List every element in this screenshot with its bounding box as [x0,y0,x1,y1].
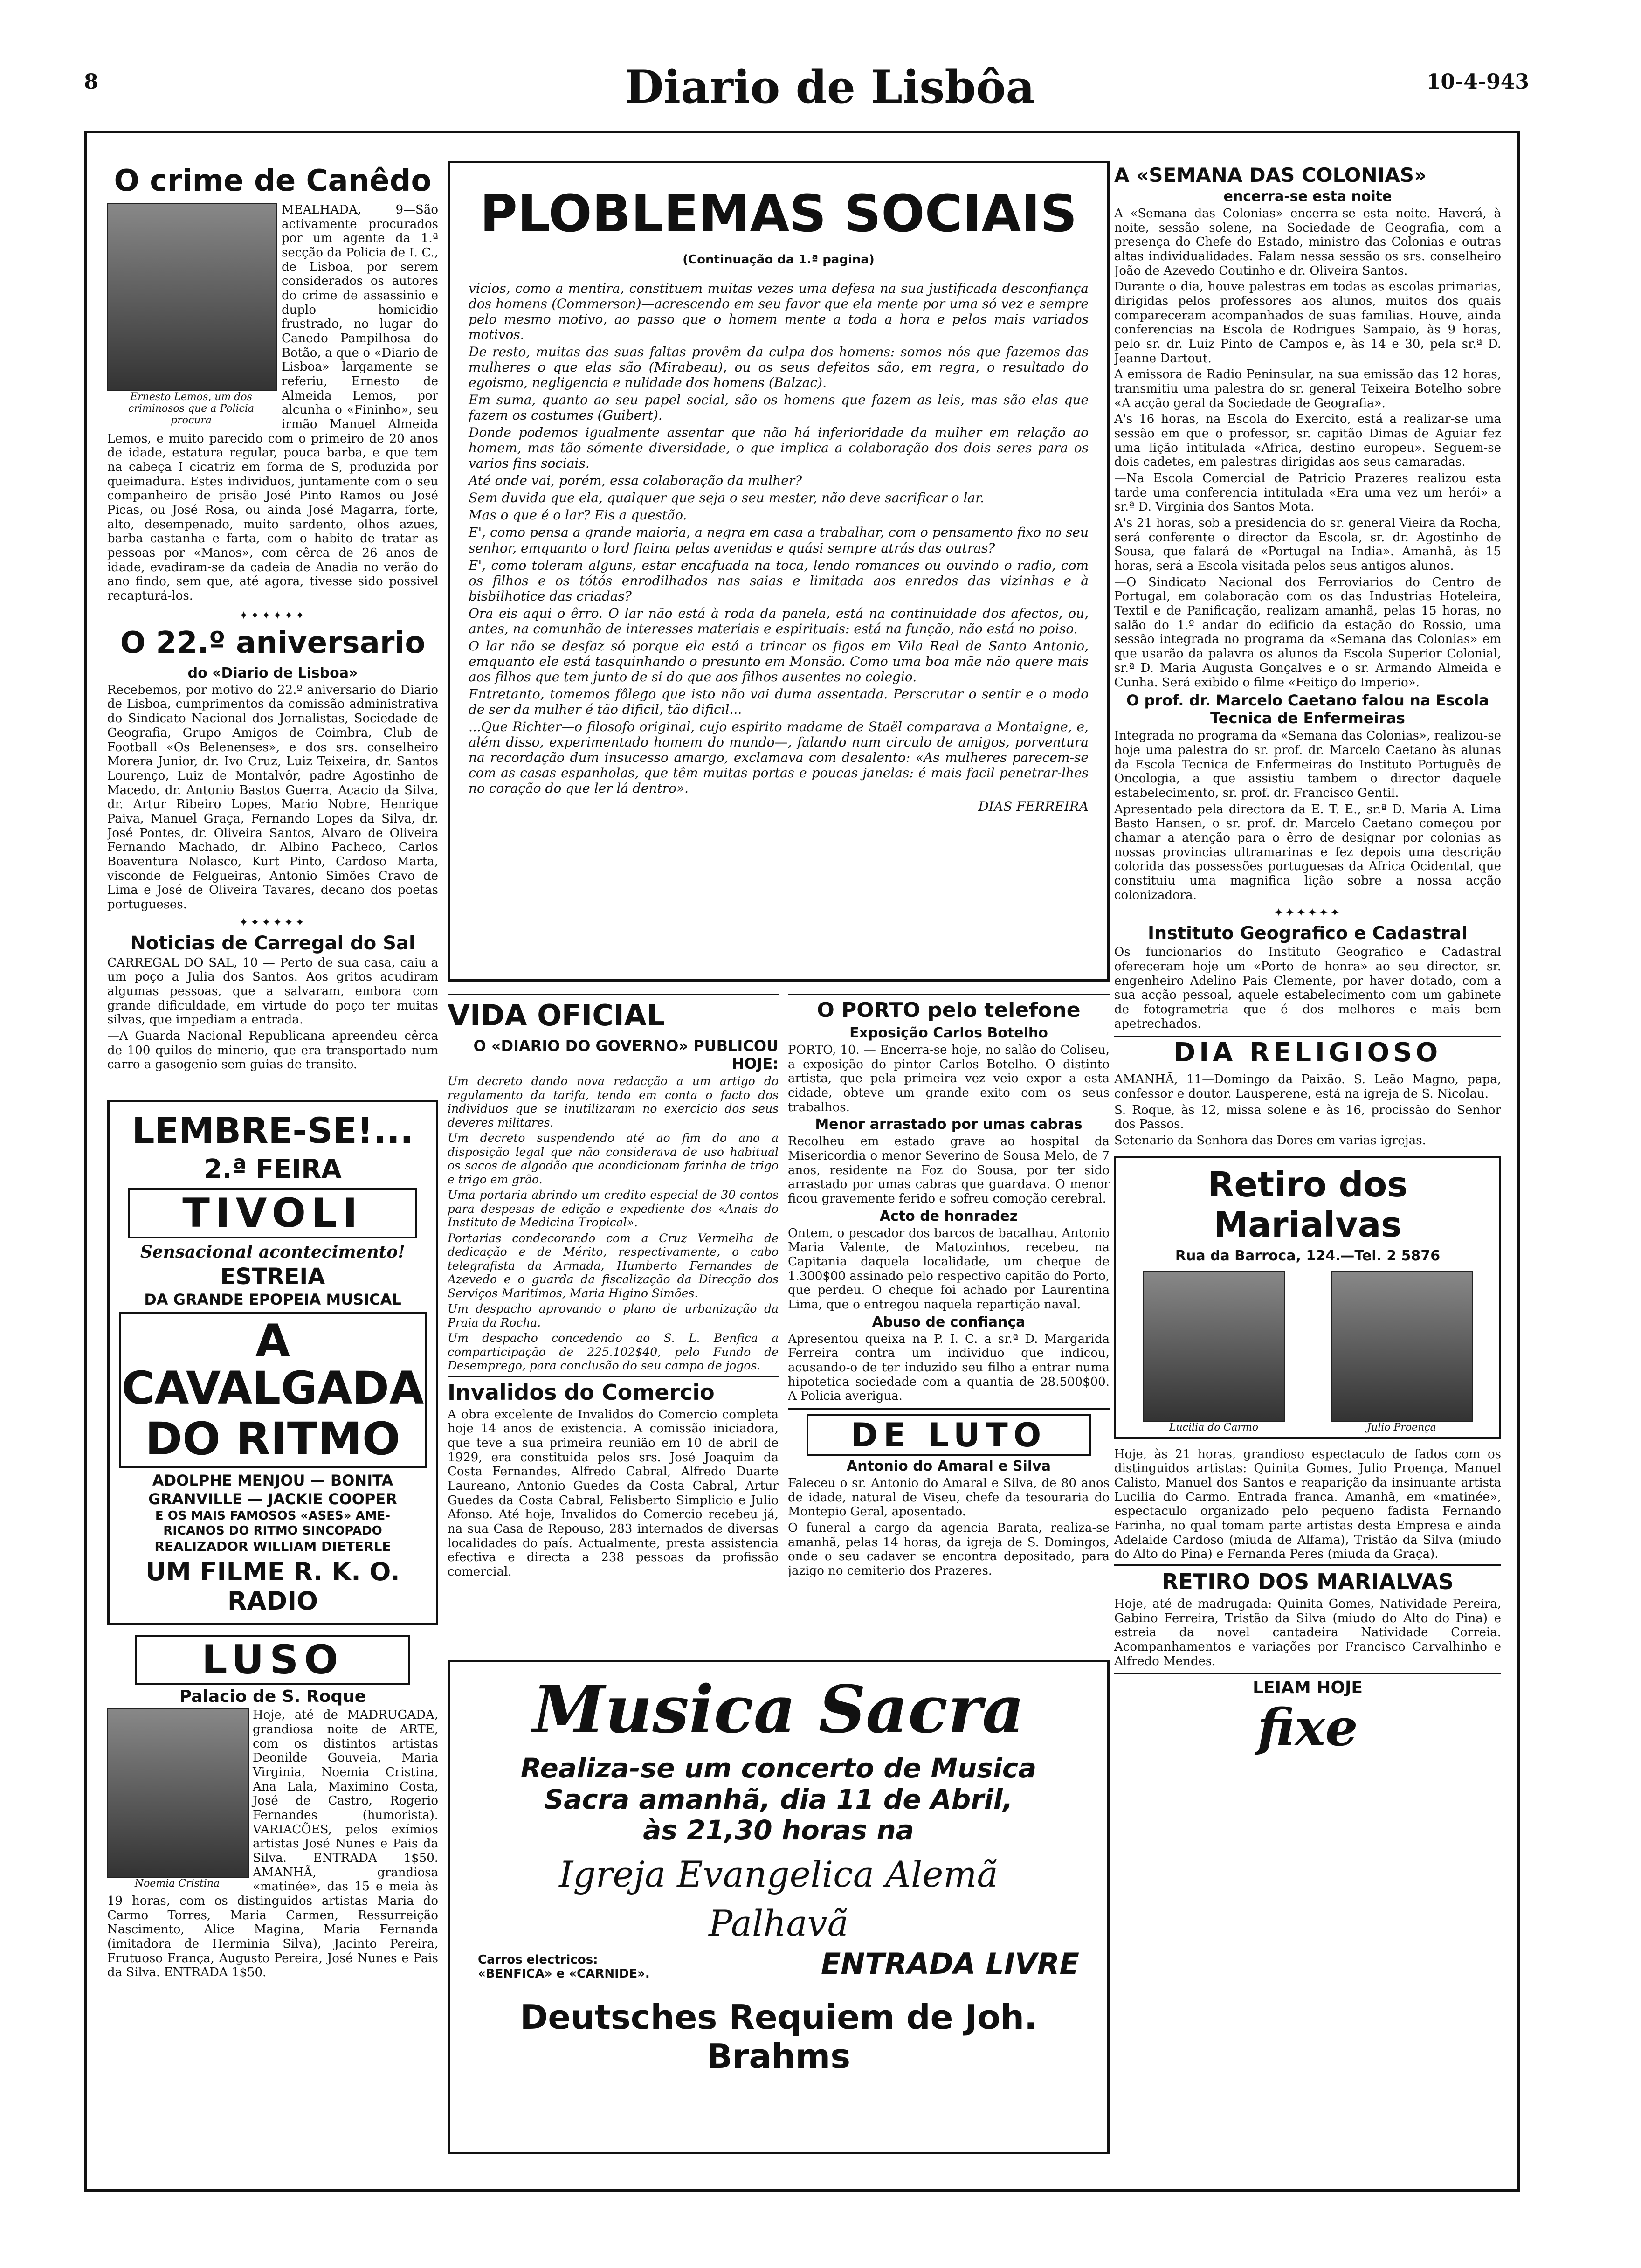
invalidos-body: A obra excelente de Invalidos do Comercio completa hoje 14 anos de existencia. A comissão iniciadora, que teve a sua primeira reunião em 10 de abril de 1929, era constituida pelos srs. José Joaquim da Costa Fernandes, Alfredo Cabral, Alfredo Duarte Laureano, Antonio Guedes da Costa Cabral, Artur Guedes da Costa Cabral, Felisberto Simplicio e Julio Afonso. Até hoje, Invalidos do Comercio recebeu já, na sua Casa de Repouso, 283 internados de diversas localidades do país. Actualmente, presta assistencia efectiva e directa a 238 pessoas da profissão comercial. [448,1407,779,1579]
separator: ✦✦✦✦✦✦ [239,915,307,929]
musica-line-3: às 21,30 horas na [643,1814,914,1846]
porto-honradez-title: Acto de honradez [879,1208,1018,1224]
crime-photo-block [107,203,275,426]
luso-photo-caption: Noemia Cristina [134,1878,220,1890]
luso-title: LUSO [135,1635,410,1685]
religioso-body-3: Setenario da Senhora das Dores em varias igrejas. [1114,1133,1426,1148]
religioso-body-1: AMANHÃ, 11—Domingo da Paixão. S. Leão Magno, papa, confessor e doutor. Lausperene, está na igreja de S. Nicolau. [1114,1072,1501,1101]
vida-oficial-item: Um despacho concedendo ao S. L. Benfica a comparticipação de 225.102$40, pelo Fundo de Desemprego, para conclusão do seu campo de jogos. [448,1331,779,1372]
crime-photo-caption: Ernesto Lemos, um dos criminosos que a Policia procura [128,391,255,426]
vida-oficial-item: Um decreto dando nova redacção a um artigo do regulamento da tarifa, tendo em conta o facto dos individuos que se inutilizaram no exercicio dos seus deveres militares. [448,1074,779,1129]
lucilia-photo-block [1143,1271,1285,1433]
masthead [0,0,1641,126]
religioso-title: DIA RELIGIOSO [1114,1036,1501,1068]
semana-paragraph: A emissora de Radio Peninsular, na sua emissão das 12 horas, transmitiu uma palestra do sr. general Teixeira Botelho sobre «A acção geral da Sociedade de Geografia». [1114,367,1501,410]
left-column [107,161,438,2166]
semana-paragraph: Durante o dia, houve palestras em todas as escolas primarias, dirigidas pelos professores aos alunos, muitos dos quais compareceram acompanhados de suas familias. Houve, ainda conferencias na Escola de Rodrigues Sampaio, às 9 horas, pelo sr. dr. Luiz Pinto de Campos e, às 14 e 30, pela sr.ª D. Jeanne Dartout. [1114,280,1501,366]
porto-column [788,991,1110,1648]
separator: ✦✦✦✦✦✦ [239,608,307,622]
retiro2-title: RETIRO DOS MARIALVAS [1114,1564,1501,1594]
tivoli-film-title-2: DO RITMO [145,1412,400,1465]
vida-oficial-item: Uma portaria abrindo um credito especial de 30 contos para despesas de edição e expediente dos «Anais do Instituto de Medicina Tropical». [448,1188,779,1229]
noemia-photo [107,1708,249,1878]
musica-line-1: Realiza-se um concerto de Musica [520,1752,1037,1784]
porto-title: O PORTO pelo telefone [788,994,1110,1022]
tivoli-director: REALIZADOR WILLIAM DIETERLE [154,1539,391,1555]
porto-honradez-body: Ontem, o pescador dos barcos de bacalhau, Antonio Maria Valente, de Matozinhos, recebeu, na Capitania daquela localidade, um cheque de 1.300$00 assinado pelo respectivo capitão do Porto, que perdeu. O cheque foi achado por Laurentina Lima, que o entregou naquela repartição naval. [788,1226,1110,1312]
luto-body-2: O funeral a cargo da agencia Barata, realiza-se amanhã, pelas 14 horas, da igreja de S. Domingos, onde o seu cadaver se encontra depositado, para jazigo no cemiterio dos Prazeres. [788,1521,1110,1578]
ploblemas-title: PLOBLEMAS SOCIAIS [480,184,1077,243]
carregal-body-2: —A Guarda Nacional Republicana apreendeu cêrca de 100 quilos de minerio, que era transportado num carro a gasogenio sem guias de transito. [107,1029,438,1072]
musica-location-2: Palhavã [709,1902,848,1944]
luto-body-1: Faleceu o sr. Antonio do Amaral e Silva, de 80 anos de idade, natural de Viseu, chefe da tesouraria do Montepio Geral, aposentado. [788,1476,1110,1519]
aniversario-title: O 22.º aniversario [120,625,426,660]
caetano-paragraph-2: Apresentado pela directora da E. T. E., sr.ª D. Maria A. Lima Basto Hansen, o sr. prof. dr. Marcelo Caetano começou por chamar a atenção para o êrro de designar por colonias as nossas provincias ultramarinas e fez depois uma descrição colorida das possessões portuguesas da Africa Ocidental, que constituiu uma magnifica lição sobre a nossa acção colonizadora. [1114,802,1501,902]
luto-title: DE LUTO [807,1414,1091,1456]
retiro-advertisement [1114,1156,1501,1439]
porto-exposicao-title: Exposição Carlos Botelho [849,1025,1048,1041]
semana-paragraph: A's 21 horas, sob a presidencia do sr. general Vieira da Rocha, será conferente o director da Escola, sr. dr. Agostinho de Sousa, que falará de «Portugal na India». Amanhã, às 15 horas, será a Escola visitada pelos seus antigos alunos. [1114,516,1501,574]
tivoli-estreia: ESTREIA [220,1263,325,1290]
ploblemas-paragraph: E', como toleram alguns, estar encafuada na toca, lendo romances ou ouvindo o radio, com os filhos e os tótós enrodilhados nas saias e limitada aos enredos das vizinhas e à bisbilhotice das criadas? [469,557,1089,604]
ploblemas-paragraph: ...Que Richter—o filosofo original, cujo espirito madame de Staël comparava a Montaigne, e, além disso, experimentado homem do mundo—, falando num circulo de amigos, porventura na recordação dum insucesso amargo, exclamava com desalento: «As mulheres parecem-se com as casas espanholas, que têm muitas portas e poucas janelas: é mais facil penetrar-lhes no coração do que ler lá dentro». [469,719,1089,796]
vida-oficial-item: Portarias condecorando com a Cruz Vermelha de dedicação e de Mérito, respectivamente, o cabo telegrafista da Armada, Humberto Fernandes de Azevedo e o guarda da fiscalização da Direcção dos Serviços Maritimos, Maria Higino Simões. [448,1231,779,1300]
semana-paragraph: —Na Escola Comercial de Patricio Prazeres realizou esta tarde uma conferencia intitulada «Era uma vez um herói» a sr.ª D. Virginia dos Santos Mota. [1114,471,1501,514]
ploblemas-signature: DIAS FERREIRA [978,799,1089,814]
tivoli-name: TIVOLI [128,1188,417,1238]
semana-paragraph: A «Semana das Colonias» encerra-se esta noite. Haverá, à noite, sessão solene, na Sociedade de Geografia, com a presença do Chefe do Estado, ministro das Colonias e outras altas individualidades. Falam nessa sessão os srs. conselheiro João de Azevedo Coutinho e dr. Oliveira Santos. [1114,207,1501,278]
ploblemas-paragraph: Ora eis aqui o êrro. O lar não está à roda da panela, está na continuidade dos afectos, ou, antes, na comunhão de interesses materiais e espirituais: está na função, não está no poiso. [469,605,1089,636]
ploblemas-paragraph: Donde podemos igualmente assentar que não há inferioridade da mulher em relação ao homem, mas tão sómente diversidade, o que implica a colaboração dos dois seres para os varios fins sociais. [469,425,1089,471]
vida-oficial-title: VIDA OFICIAL [448,994,779,1032]
tivoli-feira: 2.ª FEIRA [204,1154,342,1184]
musica-location-1: Igreja Evangelica Alemã [559,1853,998,1895]
luso-subtitle: Palacio de S. Roque [179,1687,366,1707]
porto-menor-body: Recolheu em estado grave ao hospital da Misericordia o menor Severino de Sousa Melo, de 7 anos, residente na Foz do Sousa, por ter sido arrastado por umas cabras que guardava. O menor ficou gravemente ferido e sofreu comoção cerebral. [788,1134,1110,1206]
tivoli-rko: UM FILME R. K. O. RADIO [145,1557,400,1616]
caetano-paragraph-1: Integrada no programa da «Semana das Colonias», realizou-se hoje uma palestra do sr. prof. dr. Marcelo Caetano às alunas da Escola Tecnica de Enfermeiras do Instituto Português de Oncologia, a que assistiu tambem o director daquele estabelecimento, sr. prof. dr. Francisco Gentil. [1114,729,1501,800]
musica-brahms: Deutsches Requiem de Joh. Brahms [520,1998,1037,2076]
retiro-body: Hoje, às 21 horas, grandioso espectaculo de fados com os distinguidos artistas: Quinita Gomes, Julio Proença, Manuel Calisto, Manuel dos Santos e reaparição da insinuante artista Lucilia do Carmo. Entrada franca. Amanhã, em «matinée», espectaculo organizado pelo pequeno fadista Fernando Farinha, no qual tomam parte artistas desta Empresa e ainda Adelaide Cardoso (miuda de Alfama), Tristão da Silva (miudo do Alto do Pina) e Fernanda Peres (miuda da Graça). [1114,1447,1501,1562]
musica-entrada-livre: ENTRADA LIVRE [821,1947,1079,1981]
ploblemas-paragraph: Em suma, quanto ao seu papel social, são os homens que fazem as leis, mas são elas que fazem os costumes (Guibert). [469,392,1089,423]
caetano-title: O prof. dr. Marcelo Caetano falou na Escola Tecnica de Enfermeiras [1126,691,1489,727]
separator: ✦✦✦✦✦✦ [1274,906,1342,920]
tivoli-ases-2: RICANOS DO RITMO SINCOPADO [163,1524,382,1538]
julio-photo [1331,1271,1473,1422]
tivoli-film-box [119,1312,427,1468]
julio-caption: Julio Proença [1367,1421,1436,1433]
geografico-body: Os funcionarios do Instituto Geografico e Cadastral ofereceram hoje um «Porto de honra» ao seu director, sr. engenheiro Adelino Pais Clemente, por haver dotado, com a sua acção pessoal, aquele estabelecimento com um gabinete de fotogrametria que é dos melhores e mais bem apetrechados. [1114,945,1501,1031]
retiro-photos [1120,1271,1496,1433]
issue-date: 10-4-943 [1426,70,1529,94]
crime-title: O crime de Canêdo [114,164,432,198]
porto-exposicao-body: PORTO, 10. — Encerra-se hoje, no salão do Coliseu, a exposição do pintor Carlos Botelho. O distinto artista, que pela primeira vez veio expor a esta cidade, obteve um grande exito com os seus trabalhos. [788,1043,1110,1114]
middle-section [448,991,1110,1648]
ploblemas-paragraph: Sem duvida que ela, qualquer que seja o seu mester, não deve sacrificar o lar. [469,490,985,506]
fixe-logo: fixe [1257,1697,1358,1758]
vida-oficial-item: Um despacho aprovando o plano de urbanização da Praia da Rocha. [448,1302,779,1329]
right-column [1114,161,1501,2166]
invalidos-title: Invalidos do Comercio [448,1376,779,1405]
musica-trams-lines: «BENFICA» e «CARNIDE». [478,1967,650,1981]
luso-body: Hoje, até de MADRUGADA, grandiosa noite de ARTE, com os distintos artistas Deonilde Gouveia, Maria Virginia, Noemia Cristina, Ana Lala, Maximino Costa, José de Castro, Rogerio Fernandes (humorista). VARIACÕES, pelos exímios artistas José Nunes e Pais da Silva. ENTRADA 1$50. AMANHÃ, grandiosa «matinée», das 15 e meia às 19 horas, com os distinguidos artistas Maria do Carmo Torres, Maria Carmen, Ressurreição Nascimento, Alice Magina, Maria Fernanda (imitadora de Herminia Silva), Jacinto Pereira, Frutuoso França, Augusto Pereira, José Nunes e Pais da Silva. ENTRADA 1$50. [107,1708,438,1980]
lucilia-photo [1143,1271,1285,1422]
ploblemas-paragraph: Mas o que é o lar? Eis a questão. [469,507,687,523]
musica-footer [450,1947,1107,1981]
tivoli-sensacional: Sensacional acontecimento! [140,1242,406,1262]
ploblemas-paragraph: De resto, muitas das suas faltas provêm da culpa dos homens: somos nós que fazemos das mulheres o que elas são (Mirabeau), ou os seus defeitos são, em regra, o resultado do egoismo, negligencia e nulidade dos homens (Balzac). [469,344,1089,391]
ploblemas-article [448,161,1110,982]
luso-block [107,1635,438,1980]
carregal-title: Noticias de Carregal do Sal [130,932,415,954]
tivoli-film-title-1: A CAVALGADA [121,1314,424,1414]
ploblemas-paragraph: O lar não se desfaz só porque ela está a trincar os figos em Vila Real de Santo Antonio, emquanto ele está tasquinhando o presunto em Monsão. Como uma boa mãe não quere mais aos filhos que tem junto de si do que aos filhos ausentes no colegio. [469,638,1089,685]
porto-confianca-title: Abuso de confiança [872,1314,1026,1330]
vida-oficial-item: Um decreto suspendendo até ao fim do ano a disposição legal que não considerava de uso habitual os sacos de algodão que acondicionam farinha de trigo e trigo em grão. [448,1131,779,1186]
retiro-title: Retiro dos Marialvas [1207,1164,1408,1245]
vida-oficial-subtitle: O «DIARIO DO GOVERNO» PUBLICOU HOJE: [473,1037,779,1072]
ernesto-photo [107,203,277,391]
musica-sacra-advertisement [448,1660,1110,2154]
porto-menor-title: Menor arrastado por umas cabras [815,1116,1083,1133]
semana-paragraph: —O Sindicato Nacional dos Ferroviarios do Centro de Portugal, em colaboração com os das Industrias Hoteleira, Textil e de Panificação, realizam amanhã, pelas 15 horas, no salão do 1.º andar do edificio da estação do Rossio, uma sessão integrada no programa da «Semana das Colonias» em que usarão da palavra os alunos da Escola Superior Colonial, sr.ª D. Maria Augusta Gonçalves e o sr. Armando Almeida e Cunha. Será exibido o filme «Feitiço do Imperio». [1114,575,1501,690]
ploblemas-paragraph: E', como pensa a grande maioria, a negra em casa a trabalhar, com o pensamento fixo no seu senhor, emquanto o lord flaina pelas avenidas e quási sempre atrás das outras? [469,525,1089,556]
musica-trams-label: Carros electricos: [478,1953,598,1967]
musica-title: Musica Sacra [532,1672,1025,1748]
porto-confianca-body: Apresentou queixa na P. I. C. a sr.ª D. Margarida Ferreira contra um individuo que indicou, acusando-o de ter induzido seu filho a entrar numa hipotetica sociedade com a quantia de 28.500$00. A Policia averigua. [788,1332,1110,1404]
religioso-body-2: S. Roque, às 12, missa solene e às 16, procissão do Senhor dos Passos. [1114,1103,1501,1132]
musica-trams [478,1953,650,1981]
musica-line-2: Sacra amanhã, dia 11 de Abril, [544,1783,1013,1815]
carregal-body-1: CARREGAL DO SAL, 10 — Perto de sua casa, caiu a um poço a Julia dos Santos. Aos gritos acudiram algumas pessoas, que a salvaram, embora com grande dificuldade, em virtude do poço ter muitas silvas, que impediam a entrada. [107,955,438,1027]
retiro-address: Rua da Barroca, 124.—Tel. 2 5876 [1175,1247,1441,1264]
luto-block [788,1408,1110,1578]
tivoli-ases-1: E OS MAIS FAMOSOS «ASES» AME- [155,1509,391,1523]
ploblemas-paragraph: vicios, como a mentira, constituem muitas vezes uma defesa na sua justificada desconfiança dos homens (Commerson)—acrescendo em seu favor que ela mente por uma só vez e sempre pelo mesmo motivo, ao passo que o homem mente a toda a hora e pelos mais variados motivos. [469,281,1089,343]
retiro2-body: Hoje, até de madrugada: Quinita Gomes, Natividade Pereira, Gabino Ferreira, Tristão da Silva (miudo do Alto do Pina) e estreia da novel cantadeira Natividade Correia. Acompanhamentos e variações por Francisco Carvalhinho e Alfredo Mendes. [1114,1597,1501,1668]
tivoli-advertisement [107,1100,438,1625]
aniversario-subtitle: do «Diario de Lisboa» [187,664,358,681]
tivoli-cast-2: GRANVILLE — JACKIE COOPER [148,1490,397,1508]
leiam-label: LEIAM HOJE [1114,1673,1501,1697]
tivoli-lembre: LEMBRE-SE!... [132,1109,414,1151]
aniversario-body: Recebemos, por motivo do 22.º aniversario do Diario de Lisboa, cumprimentos da comissão administrativa do Sindicato Nacional dos Jornalistas, Sociedade de Geografia, Grupo Amigos de Coimbra, Club de Football «Os Belenenses», e dos srs. conselheiro Morera Junior, dr. Ivo Cruz, Luiz Teixeira, dr. Santos Lourenço, Luiz de Montalvôr, padre Agostinho de Macedo, dr. Antonio Bastos Guerra, Acacio da Silva, dr. Artur Ribeiro Lopes, Mario Nobre, Henrique Paiva, Manuel Graça, Fernando Lopes da Silva, dr. José Pontes, dr. Oliveira Santos, Alvaro de Oliveira Fernando Machado, dr. Albino Pacheco, Carlos Boaventura Nolasco, Kurt Pinto, Cardoso Marta, visconde de Felgueiras, Antonio Simões Cravo de Lima e José de Oliveira Tavares, decano dos poetas portugueses. [107,683,438,912]
ploblemas-continuation: (Continuação da 1.ª pagina) [683,253,875,267]
semana-subtitle: encerra-se esta noite [1223,188,1392,205]
tivoli-cast-1: ADOLPHE MENJOU — BONITA [152,1472,393,1490]
luso-photo-block [107,1708,247,1889]
page-number: 8 [84,70,98,94]
geografico-title: Instituto Geografico e Cadastral [1148,923,1468,944]
semana-paragraph: A's 16 horas, na Escola do Exercito, está a realizar-se uma sessão em que o professor, sr. capitão Dimas de Aguiar fez uma lição intitulada «Africa, destino europeu». Seguem-se dois cadetes, em palestras dirigidas aos seus camaradas. [1114,412,1501,470]
ploblemas-paragraph: Até onde vai, porém, essa colaboração da mulher? [469,473,802,489]
julio-photo-block [1331,1271,1473,1433]
lucilia-caption: Lucilia do Carmo [1169,1421,1259,1433]
ploblemas-paragraph: Entretanto, tomemos fôlego que isto não vai duma assentada. Perscrutar o sentir e o modo de ser da mulher é tão dificil, tão dificil... [469,686,1089,717]
vida-oficial-column [448,991,779,1648]
crime-body: MEALHADA, 9—São activamente procurados por um agente da 1.ª secção da Policia de I. C., de Lisboa, por serem considerados os autores do crime de assassinio e duplo homicidio frustrado, no lugar do Canedo Pampilhosa do Botão, a que o «Diario de Lisboa» largamente se referiu, Ernesto de Almeida Lemos, por alcunha o «Fininho», seu irmão Manuel Almeida Lemos, e muito parecido com o primeiro de 20 anos de idade, estatura regular, pouca barba, e que tem na cabeça I cicatriz em forma de S, produzida por queimadura. Estes individuos, juntamente com o seu companheiro de prisão José Pinto Ramos ou José Picas, ou José Rosa, ou ainda José Magarra, forte, alto, desempenado, muito sardento, olhos azues, barba castanha e farta, com o habito de tratar as pessoas por «Manos», com cêrca de 26 anos de idade, evadiram-se da cadeia de Anadia no verão do ano findo, sem que, até agora, tivesse sido possivel recapturá-los. [107,203,438,603]
luto-subtitle: Antonio do Amaral e Silva [846,1458,1051,1475]
newspaper-title: Diario de Lisbôa [625,61,1035,113]
semana-title: A «SEMANA DAS COLONIAS» [1114,164,1427,187]
tivoli-epopeia: DA GRANDE EPOPEIA MUSICAL [144,1290,401,1308]
